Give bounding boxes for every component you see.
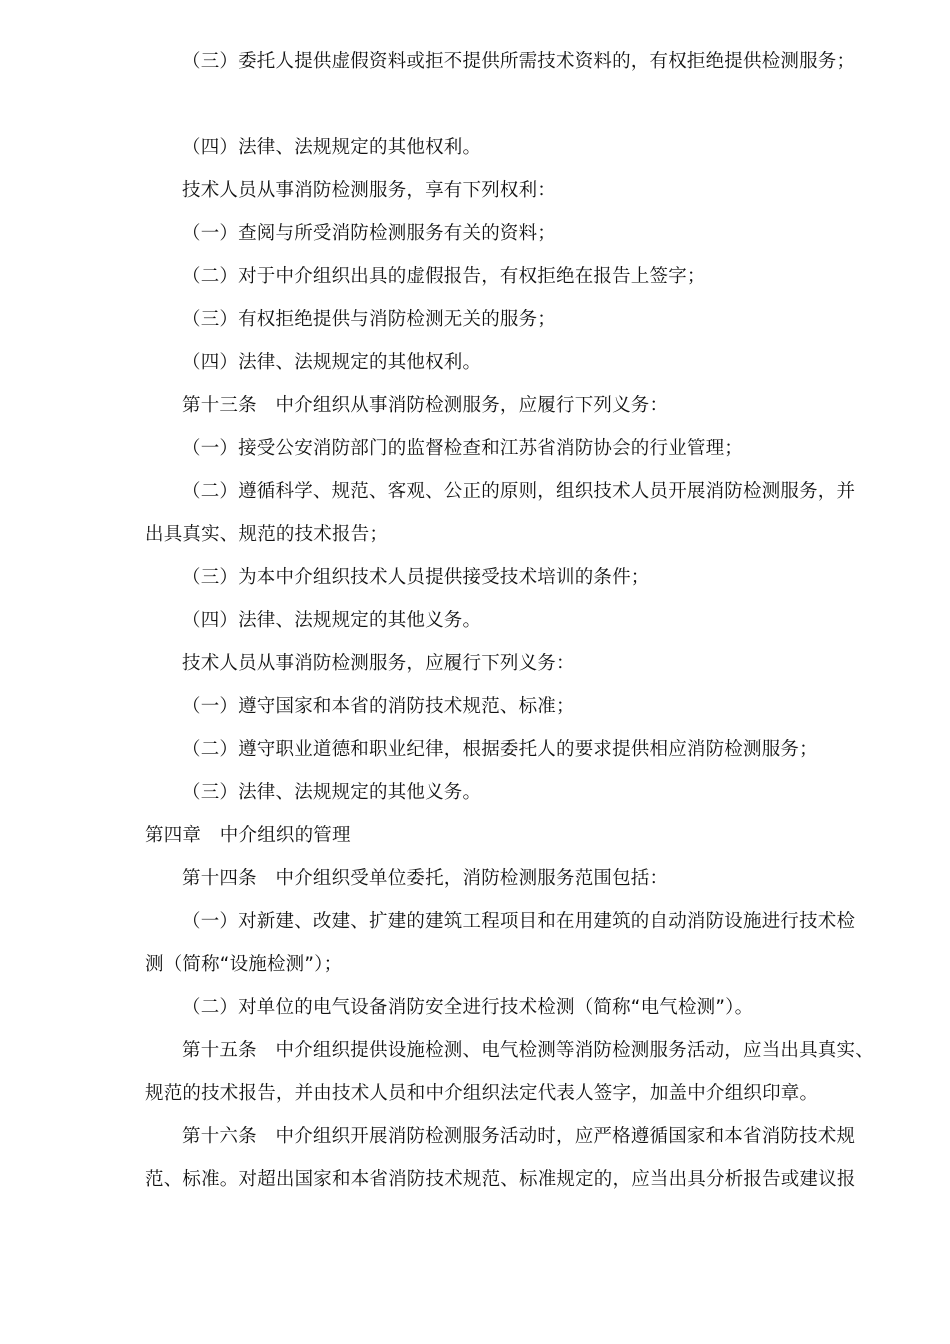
paragraph-line: （三）有权拒绝提供与消防检测无关的服务；	[182, 309, 557, 330]
paragraph-line: （一）接受公安消防部门的监督检查和江苏省消防协会的行业管理；	[182, 438, 744, 459]
paragraph-line: （二）遵循科学、规范、客观、公正的原则，组织技术人员开展消防检测服务，并	[182, 481, 856, 502]
article-heading: 第十六条 中介组织开展消防检测服务活动时，应严格遵循国家和本省消防技术规	[182, 1126, 856, 1147]
paragraph-line: 规范的技术报告，并由技术人员和中介组织法定代表人签字，加盖中介组织印章。	[145, 1083, 819, 1104]
paragraph-line: （二）遵守职业道德和职业纪律，根据委托人的要求提供相应消防检测服务；	[182, 739, 818, 760]
paragraph-line: （四）法律、法规规定的其他权利。	[182, 137, 482, 158]
paragraph-line: （四）法律、法规规定的其他义务。	[182, 610, 482, 631]
paragraph-line: （一）遵守国家和本省的消防技术规范、标准；	[182, 696, 575, 717]
paragraph-line: （三）委托人提供虚假资料或拒不提供所需技术资料的，有权拒绝提供检测服务；	[182, 51, 856, 72]
paragraph-line: （三）法律、法规规定的其他义务。	[182, 782, 482, 803]
paragraph-line: 测（简称“设施检测”）；	[145, 954, 343, 975]
paragraph-line: （一）查阅与所受消防检测服务有关的资料；	[182, 223, 557, 244]
paragraph-line: （一）对新建、改建、扩建的建筑工程项目和在用建筑的自动消防设施进行技术检	[182, 911, 856, 932]
paragraph-line: （四）法律、法规规定的其他权利。	[182, 352, 482, 373]
article-heading: 第十五条 中介组织提供设施检测、电气检测等消防检测服务活动，应当出具真实、	[182, 1040, 874, 1061]
paragraph-line: 技术人员从事消防检测服务，享有下列权利：	[182, 180, 557, 201]
article-heading: 第十四条 中介组织受单位委托，消防检测服务范围包括：	[182, 868, 669, 889]
paragraph-line: 技术人员从事消防检测服务，应履行下列义务：	[182, 653, 575, 674]
paragraph-line: （二）对于中介组织出具的虚假报告，有权拒绝在报告上签字；	[182, 266, 706, 287]
paragraph-line: （二）对单位的电气设备消防安全进行技术检测（简称“电气检测”）。	[182, 997, 754, 1018]
chapter-heading: 第四章 中介组织的管理	[145, 825, 351, 846]
paragraph-line: 出具真实、规范的技术报告；	[145, 524, 389, 545]
paragraph-line: 范、标准。对超出国家和本省消防技术规范、标准规定的，应当出具分析报告或建议报	[145, 1169, 856, 1190]
paragraph-line: （三）为本中介组织技术人员提供接受技术培训的条件；	[182, 567, 650, 588]
article-heading: 第十三条 中介组织从事消防检测服务，应履行下列义务：	[182, 395, 669, 416]
